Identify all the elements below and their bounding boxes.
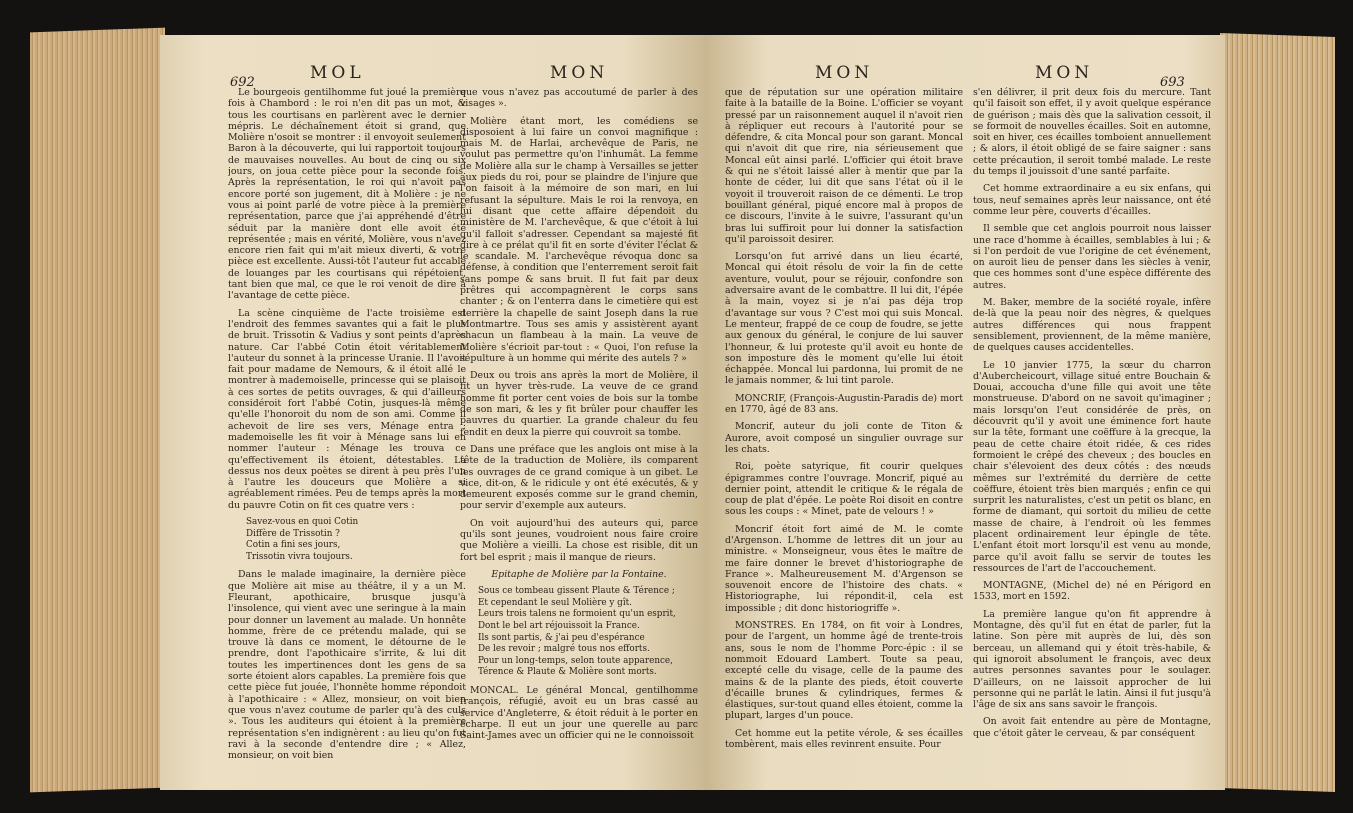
running-head-left: MON xyxy=(815,63,874,83)
paragraph: Dans une préface que les anglois ont mise à la tête de la traduction de Molière, ils comparent les ouvrages de ce grand comique à un gibet. Le vice, dit-on, & le ridicule y ont été exécutés, & y demeurent exposés comme sur le grand chemin, pour servir d'exemple aux auteurs. xyxy=(460,443,698,512)
paragraph: Moncrif, auteur du joli conte de Titon & Aurore, avoit composé un singulier ouvrage sur les chats. xyxy=(725,421,963,455)
paragraph: MONCAL. Le général Moncal, gentilhomme françois, réfugié, avoit eu un bras cassé au service d'Angleterre, & étoit réduit à le porter en écharpe. Il eut un jour une querelle au parc Saint-James avec un officier qui ne le connoissoit xyxy=(460,684,698,742)
right-page-column-2 xyxy=(973,87,1211,777)
right-page-edges xyxy=(1220,33,1335,792)
left-page-column-2 xyxy=(460,87,698,777)
paragraph: M. Baker, membre de la société royale, infère de-là que la peau noir des nègres, & quelques autres différences qui nous frappent sensiblement, proviennent, de la même manière, de quelques causes accidentelles. xyxy=(973,297,1211,354)
page-number-left: 692 xyxy=(230,75,255,90)
paragraph: Lorsqu'on fut arrivé dans un lieu écarté, Moncal qui étoit résolu de voir la fin de cette aventure, voulut, pour se réjouir, confondre son adversaire avant de le combattre. Il lui dit, l'épée à la main, voyez si je n'ai pas déja trop d'avantage sur vous ? C'est moi qui suis Moncal. Le menteur, frappé de ce coup de foudre, se jette aux genoux du général, le conjure de lui sauver l'honneur, & lui proteste qu'il avoit eu honte de son imposture dès le moment qu'elle lui étoit échappée. Moncal lui pardonna, lui promit de ne le jamais nommer, & lui tint parole. xyxy=(725,251,963,387)
left-page xyxy=(160,35,705,790)
paragraph: que de réputation sur une opération militaire faite à la bataille de la Boine. L'officier se voyant pressé par un raisonnement auquel il n'avoit rien à répliquer eut recours à l'autorité pour se défendre, & cita Moncal pour son garant. Moncal qui n'avoit dit que rire, nia sérieusement que Moncal eût ainsi parlé. L'officier qui étoit brave & qui ne s'étoit laissé aller à mentir que par la honte de céder, lui dit que sans l'état où il le voyoit il trouveroit raison de ce démenti. Le trop bouillant général, piqué encore mal à propos de ce discours, l'invite à le suivre, l'assurant qu'un bras lui suffiroit pour lui donner la satisfaction qu'il paroissoit desirer. xyxy=(725,87,963,245)
paragraph: On avoit fait entendre au père de Montagne, que c'étoit gâter le cerveau, & par conséquent xyxy=(973,716,1211,739)
quatrain xyxy=(246,517,466,563)
paragraph: La scène cinquième de l'acte troisième est l'endroit des femmes savantes qui a fait le plus de bruit. Trissotin & Vadius y sont peints d'après nature. Car l'abbé Cotin étoit véritablement l'auteur du sonnet à la princesse Uranie. Il l'avoit fait pour madame de Nemours, & il étoit allé le montrer à mademoiselle, princesse qui se plaisoit à ces sortes de petits ouvrages, & qui d'ailleurs considéroit fort l'abbé Cotin, jusques-là même qu'elle l'honoroit du nom de son ami. Comme il achevoit de lire ses vers, Ménage entra ; mademoiselle les fit voir à Ménage sans lui en nommer l'auteur : Ménage les trouva ce qu'effectivement ils étoient, détestables. Là dessus nos deux poètes se dirent à peu près l'un à l'autre les douceurs que Molière a si agréablement rimées. Peu de temps après la mort du pauvre Cotin on fit ces quatre vers : xyxy=(228,307,466,511)
verse-line: Et cependant le seul Molière y gît. xyxy=(478,597,632,608)
paragraph: Deux ou trois ans après la mort de Molière, il fit un hyver très-rude. La veuve de ce grand homme fit porter cent voies de bois sur la tombe de son mari, & les y fit brûler pour chauffer les pauvres du quartier. La grande chaleur du feu fendit en deux la pierre qui couvroit sa tombe. xyxy=(460,370,698,438)
paragraph: MONCRIF, (François-Augustin-Paradis de) mort en 1770, âgé de 83 ans. xyxy=(725,392,963,416)
paragraph: Dans le malade imaginaire, la dernière pièce que Molière ait mise au théâtre, il y a un M. Fleurant, apothicaire, brusque jusqu'à l'insolence, qui vient avec une seringue à la main pour donner un lavement au malade. Un honnête homme, frère de ce prétendu malade, qui se trouve là dans ce moment, le détourne de le prendre, dont l'apothicaire s'irrite, & lui dit toutes les impertinences dont les gens de sa sorte étoient alors capables. La première fois que cette pièce fut jouée, l'honnête homme répondoit à l'apothicaire : « Allez, monsieur, on voit bien que vous n'avez coutume de parler qu'à des culs ». Tous les auditeurs qui étoient à la première représentation s'en indignèrent : au lieu qu'on fut ravi à la seconde d'entendre dire ; « Allez, monsieur, on voit bien xyxy=(228,569,466,762)
verse-line: Térence & Plaute & Molière sont morts. xyxy=(478,667,657,678)
verse-line: Diffère de Trissotin ? xyxy=(246,528,340,539)
right-page-column-1 xyxy=(725,87,963,777)
paragraph: Cet homme eut la petite vérole, & ses écailles tombèrent, mais elles revinrent ensuite. Pour xyxy=(725,727,963,751)
paragraph: On voit aujourd'hui des auteurs qui, parce qu'ils sont jeunes, voudroient nous faire croire que Molière a vieilli. La chose est risible, dit un fort bel esprit ; mais il manque de rieurs. xyxy=(460,517,698,563)
verse-line: Pour un long-temps, selon toute apparence, xyxy=(478,655,673,666)
paragraph: MONSTRES. En 1784, on fit voir à Londres, pour de l'argent, un homme âgé de trente-trois ans, sous le nom de l'homme Porc-épic : il se nommoit Edouard Lambert. Toute sa peau, excepté celle du visage, celle de la paume des mains & de la plante des pieds, étoit couverte d'écaille brunes & cylindriques, fermes & élastiques, sur-tout quand elles étoient, comme la plupart, larges d'un pouce. xyxy=(725,620,963,722)
paragraph: s'en délivrer, il prit deux fois du mercure. Tant qu'il faisoit son effet, il y avoit quelque espérance de guérison ; mais dès que la salivation cessoit, il se formoit de nouvelles écailles. Soit en automne, soit en hiver, ces écailles tomboient annuellement ; & alors, il étoit obligé de se faire saigner : sans cette précaution, il seroit tombé malade. Le reste du temps il jouissoit d'une santé parfaite. xyxy=(973,87,1211,178)
epitaph-title: Epitaphe de Molière par la Fontaine. xyxy=(491,568,667,580)
epitaph-poem xyxy=(478,586,698,679)
verse-line: Sous ce tombeau gissent Plaute & Térence ; xyxy=(478,586,675,597)
verse-line: Ils sont partis, & j'ai peu d'espérance xyxy=(478,632,645,643)
right-page xyxy=(705,35,1225,790)
paragraph: Il semble que cet anglois pourroit nous laisser une race d'homme à écailles, semblables à lui ; & si l'on perdoit de vue l'origine de cet événement, on auroit lieu de penser dans les siècles à venir, que ces hommes sont d'une espèce différente des autres. xyxy=(973,223,1211,291)
verse-line: Leurs trois talens ne formoient qu'un esprit, xyxy=(478,609,676,620)
verse-line: Trissotin vivra toujours. xyxy=(246,551,353,562)
verse-line: Savez-vous en quoi Cotin xyxy=(246,516,359,527)
verse-line: Dont le bel art réjouissoit la France. xyxy=(478,620,640,631)
left-page-edges xyxy=(30,28,165,793)
paragraph: Moncrif étoit fort aimé de M. le comte d'Argenson. L'homme de lettres dit un jour au ministre. « Monseigneur, vous êtes le maître de me faire donner le brevet d'historiographe de France ». Malheureusement M. d'Argenson se souvenoit encore de l'histoire des chats. « Historiographe, lui répondit-il, cela est impossible ; dit donc historiogriffe ». xyxy=(725,523,963,614)
running-head-right: MON xyxy=(1035,63,1094,83)
paragraph: que vous n'avez pas accoutumé de parler à des visages ». xyxy=(460,87,698,110)
paragraph: La première langue qu'on fit apprendre à Montagne, dès qu'il fut en état de parler, fut la latine. Son père mit auprès de lui, dès son berceau, un allemand qui y étoit très-habile, & qui ignoroit absolument le françois, avec deux autres personnes savantes pour le soulager. D'ailleurs, on ne laissoit approcher de lui personne qui ne parlât le latin. Ainsi il fut jusqu'à l'âge de six ans sans savoir le françois. xyxy=(973,608,1211,711)
running-head-right: MON xyxy=(550,63,609,83)
running-head-left: MOL xyxy=(310,63,365,83)
left-page-column-1 xyxy=(228,87,466,777)
verse-line: De les revoir ; malgré tous nos efforts. xyxy=(478,644,650,655)
paragraph: Le bourgeois gentilhomme fut joué la première fois à Chambord : le roi n'en dit pas un mot, & tous les courtisans en parlèrent avec le dernier mépris. Le déchaînement étoit si grand, que Molière n'osoit se montrer : il envoyoit seulement Baron à la découverte, qui lui rapportoit toujours de mauvaises nouvelles. Au bout de cinq ou six jours, on joua cette pièce pour la seconde fois. Après la représentation, le roi qui n'avoit pas encore porté son jugement, dit à Molière : je ne vous ai point parlé de votre pièce à la première représentation, parce que j'ai appréhendé d'être séduit par la manière dont elle avoit été représentée ; mais en vérité, Molière, vous n'avez encore rien fait qui m'ait mieux diverti, & votre pièce est excellente. Aussi-tôt l'auteur fut accablé de louanges par les courtisans qui répétoient, tant bien que mal, ce que le roi venoit de dire à l'avantage de cette pièce. xyxy=(228,87,466,302)
verse-line: Cotin a fini ses jours, xyxy=(246,540,341,551)
paragraph: Roi, poète satyrique, fit courir quelques épigrammes contre l'ouvrage. Moncrif, piqué au dernier point, attendit le critique & le régala de coup de plat d'épée. Le poète Roi disoit en contre sous les coups : « Minet, pate de velours ! » xyxy=(725,461,963,518)
page-number-right: 693 xyxy=(1160,75,1185,90)
paragraph: Molière étant mort, les comédiens se disposoient à lui faire un convoi magnifique : mais M. de Harlai, archevêque de Paris, ne voulut pas permettre qu'on l'inhumât. La femme de Molière alla sur le champ à Versailles se jetter aux pieds du roi, pour se plaindre de l'injure que l'on faisoit à la mémoire de son mari, en lui refusant la sépulture. Mais le roi la renvoya, en lui disant que cette affaire dépendoit du ministère de M. l'archevêque, & que c'étoit à lui qu'il falloit s'adresser. Cependant sa majesté fit dire à ce prélat qu'il fit en sorte d'éviter l'éclat & le scandale. M. l'archevêque révoqua donc sa défense, à condition que l'enterrement seroit fait sans pompe & sans bruit. Il fut fait par deux prêtres qui accompagnèrent le corps sans chanter ; & on l'enterra dans le cimetière qui est derrière la chapelle de saint Joseph dans la rue Montmartre. Tous ses amis y assistèrent ayant chacun un flambeau à la main. La veuve de Molière s'écrioit par-tout : « Quoi, l'on refuse la sépulture à un homme qui mérite des autels ? » xyxy=(460,115,698,364)
paragraph: Le 10 janvier 1775, la sœur du charron d'Aubercheicourt, village situé entre Bouchain & Douai, accoucha d'une fille qui avoit une tête monstrueuse. D'abord on ne savoit qu'imaginer ; mais lorsqu'on l'eut considérée de près, on découvrit qu'il y avoit une éminence fort haute sur la tête, formant une coëffure à la grecque, la peau de cette chaire étoit ridée, & ces rides formoient le crêpé des cheveux ; des boucles en chair s'élevoient des deux côtés : des nœuds mêmes sur l'extrémité du derrière de cette coëffure, étoient très bien marqués ; enfin ce qui surprit les naturalistes, c'est un petit os blanc, en forme de diamant, qui sortoit du milieu de cette masse de chaire, à l'endroit où les femmes placent ordinairement leur épingle de tête. L'enfant étoit mort lorsqu'il est venu au monde, parce qu'il avoit fallu se servir de toutes les ressources de l'art de l'accouchement. xyxy=(973,359,1211,574)
paragraph: MONTAGNE, (Michel de) né en Périgord en 1533, mort en 1592. xyxy=(973,580,1211,603)
paragraph: Cet homme extraordinaire a eu six enfans, qui tous, neuf semaines après leur naissance, ont été comme leur père, couverts d'écailles. xyxy=(973,183,1211,217)
